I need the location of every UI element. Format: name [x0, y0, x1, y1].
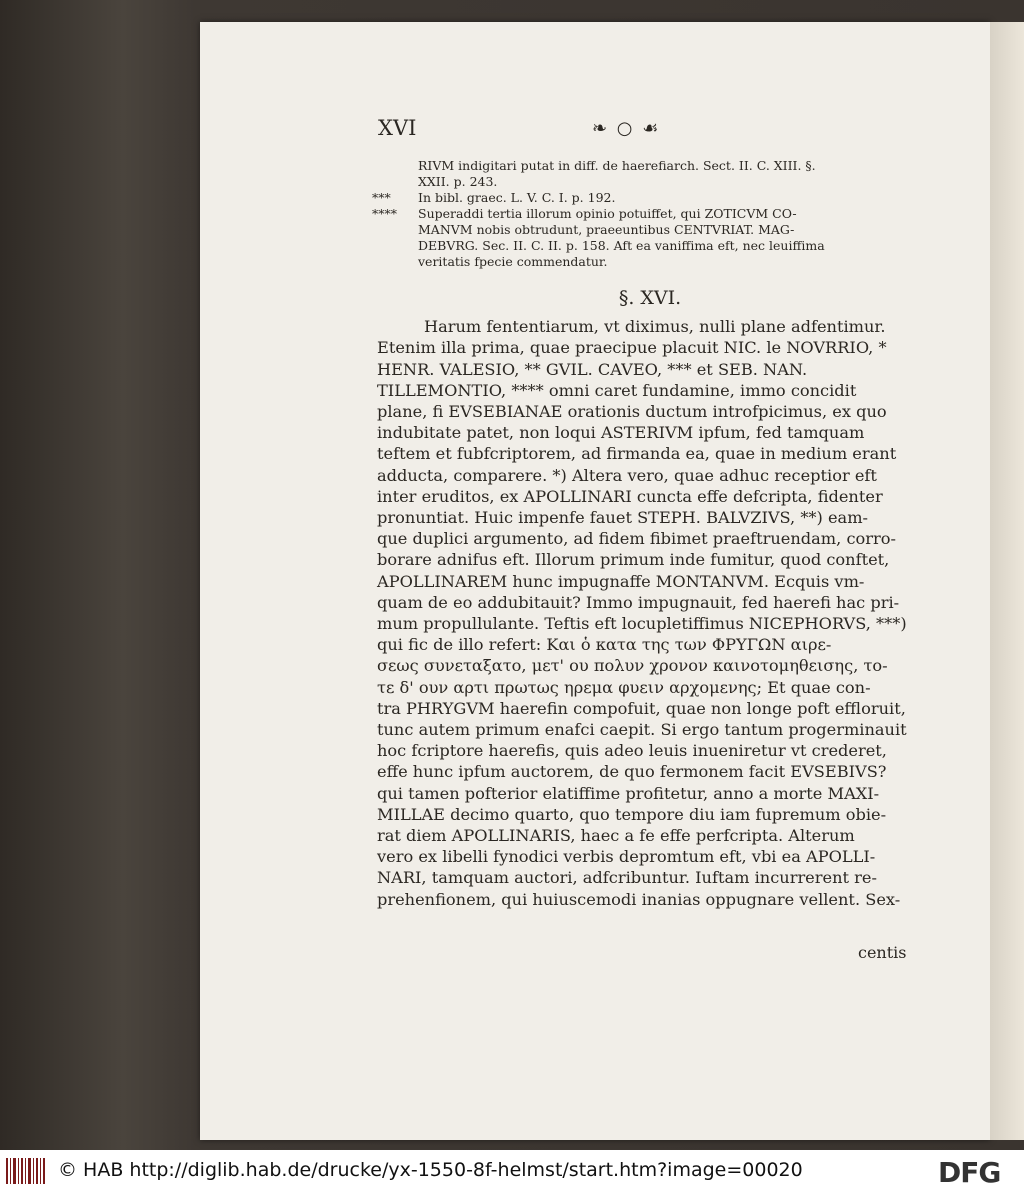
body-line: pronuntiat. Huic impenfe fauet STEPH. BALVZIVS, **) eam-	[377, 508, 869, 527]
body-line: TILLEMONTIO, **** omni caret fundamine, immo concidit	[377, 381, 857, 400]
footnote-line: XXII. p. 243.	[418, 174, 498, 189]
body-line: que duplici argumento, ad fidem fibimet praeftruendam, corro-	[377, 529, 896, 548]
page-number: XVI	[378, 116, 417, 140]
body-line: plane, fi EVSEBIANAE orationis ductum introfpicimus, ex quo	[377, 402, 887, 421]
body-line: qui tamen pofterior elatiffime profitetur, anno a morte MAXI-	[377, 784, 880, 803]
body-line: tra PHRYGVM haerefin compofuit, quae non longe poft effloruit,	[377, 699, 906, 718]
body-line: prehenfionem, qui huiuscemodi inanias oppugnare vellent. Sex-	[377, 890, 901, 909]
body-line: rat diem APOLLINARIS, haec a fe effe perfcripta. Alterum	[377, 826, 855, 845]
body-line: HENR. VALESIO, ** GVIL. CAVEO, *** et SEB. NAN.	[377, 360, 808, 379]
body-line: qui fic de illo refert: Και ὁ κατα της των ΦΡΥΓΩΝ αιρε-	[377, 635, 832, 654]
body-line: effe hunc ipfum auctorem, de quo fermonem facit EVSEBIVS?	[377, 762, 887, 781]
body-line: σεως συνεταξατο, μετ' ου πολυν χρονον καινοτομηθεισης, το-	[377, 656, 888, 675]
body-line: vero ex libelli fynodici verbis depromtum eft, vbi ea APOLLI-	[377, 847, 876, 866]
body-line: Harum fententiarum, vt diximus, nulli plane adfentimur.	[424, 317, 886, 336]
body-line: APOLLINAREM hunc impugnaffe MONTANVM. Ecquis vm-	[377, 572, 865, 591]
body-line: NARI, tamquam auctori, adfcribuntur. Iuftam incurrerent re-	[377, 868, 877, 887]
body-line: inter eruditos, ex APOLLINARI cuncta effe defcripta, fidenter	[377, 487, 883, 506]
body-line: τε δ' ουν αρτι πρωτως ηρεμα φυειν αρχομενης; Et quae con-	[377, 678, 871, 697]
body-line: indubitate patet, non loqui ASTERIVM ipfum, fed tamquam	[377, 423, 865, 442]
viewer-footer	[0, 1150, 1024, 1193]
dfg-logo: DFG	[938, 1156, 1001, 1189]
footnote-line: **** Superaddi tertia illorum opinio potuiffet, qui ZOTICVM CO-	[372, 206, 797, 221]
footnote-line: *** In bibl. graec. L. V. C. I. p. 192.	[372, 190, 616, 205]
body-line: adducta, comparere. *) Altera vero, quae adhuc receptior eft	[377, 466, 877, 485]
copyright-link[interactable]: © HAB http://diglib.hab.de/drucke/yx-1550-8f-helmst/start.htm?image=00020	[58, 1159, 803, 1181]
body-line: quam de eo addubitauit? Immo impugnauit, fed haerefi hac pri-	[377, 593, 900, 612]
adjacent-page-edge	[990, 22, 1024, 1140]
body-line: borare adnifus eft. Illorum primum inde fumitur, quod conftet,	[377, 550, 890, 569]
header-ornament: ❧ ○ ☙	[592, 118, 661, 139]
footnote-line: DEBVRG. Sec. II. C. II. p. 158. Aft ea vaniffima eft, nec leuiffima	[418, 238, 825, 253]
body-line: MILLAE decimo quarto, quo tempore diu iam fupremum obie-	[377, 805, 887, 824]
body-line: Etenim illa prima, quae praecipue placuit NIC. le NOVRRIO, *	[377, 338, 887, 357]
section-heading: §. XVI.	[618, 287, 682, 309]
footnote-line: veritatis fpecie commendatur.	[418, 254, 608, 269]
body-line: tunc autem primum enafci caepit. Si ergo tantum progerminauit	[377, 720, 907, 739]
body-line: teftem et fubfcriptorem, ad firmanda ea, quae in medium erant	[377, 444, 897, 463]
catchword: centis	[858, 943, 907, 962]
barcode-icon	[6, 1158, 46, 1184]
body-line: hoc fcriptore haerefis, quis adeo leuis inueniretur vt crederet,	[377, 741, 887, 760]
footnote-line: RIVM indigitari putat in diff. de haerefiarch. Sect. II. C. XIII. §.	[418, 158, 816, 173]
page-header	[378, 116, 918, 142]
footnote-line: MANVM nobis obtrudunt, praeeuntibus CENTVRIAT. MAG-	[418, 222, 795, 237]
body-line: mum propullulante. Teftis eft locupletiffimus NICEPHORVS, ***)	[377, 614, 907, 633]
